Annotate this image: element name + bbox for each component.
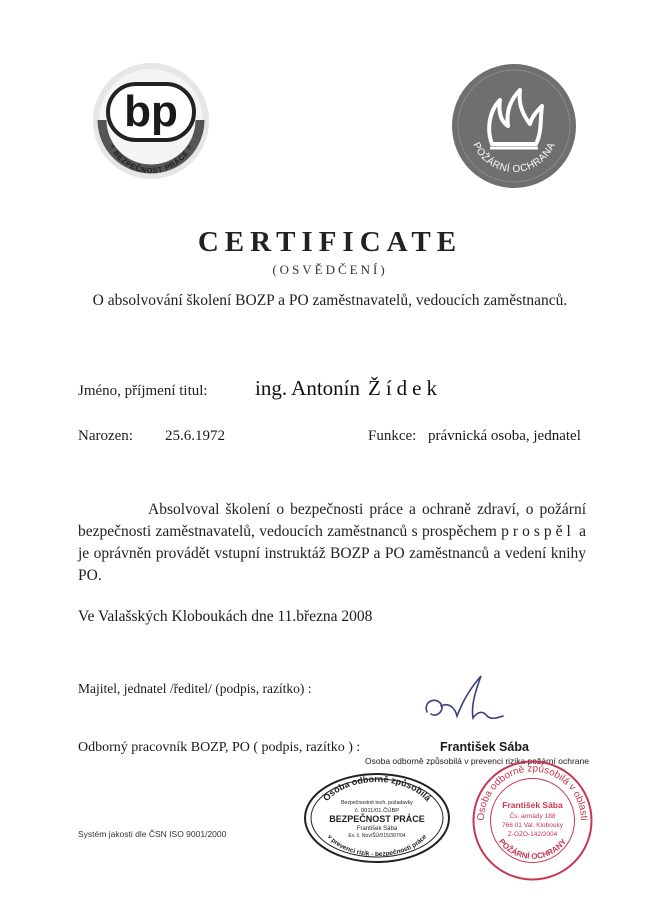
red-round-stamp xyxy=(470,758,595,883)
svg-text:v prevenci rizik - bezpečnosti: v prevenci rizik - bezpečnosti práce xyxy=(325,833,429,858)
svg-text:Z-OZO-142/2004: Z-OZO-142/2004 xyxy=(507,831,558,838)
born-value: 25.6.1972 xyxy=(165,428,225,444)
born-label: Narozen: xyxy=(78,428,133,444)
svg-text:BEZPEČNOST PRÁCE: BEZPEČNOST PRÁCE xyxy=(329,814,425,824)
name-value xyxy=(255,376,442,401)
place-date: Ve Valašských Kloboukách dne 11.března 2008 xyxy=(78,608,373,625)
svg-text:POŽÁRNÍ OCHRANA: POŽÁRNÍ OCHRANA xyxy=(470,140,558,176)
certificate-subtitle: (OSVĚDČENÍ) xyxy=(272,262,388,277)
body-text-1: Absolvoval školení o bezpečnosti práce a ochraně zdraví, o požární bezpečnosti zaměstnavatelů, vedoucích zaměstnanců s prospěchem xyxy=(78,501,586,540)
svg-text:Osoba odborně způsobilá: Osoba odborně způsobilá xyxy=(321,773,433,804)
svg-text:< BEZPEČNOST PRÁCE >: < BEZPEČNOST PRÁCE > xyxy=(107,142,195,176)
first-name-title: ing. Antonín xyxy=(255,376,361,400)
owner-signature-label: Majitel, jednatel /ředitel/ (podpis, razítko) : xyxy=(78,681,312,696)
svg-text:766 01 Val. Klobouky: 766 01 Val. Klobouky xyxy=(502,822,563,829)
iso-note: Systém jakosti dle ČSN ISO 9001/2000 xyxy=(78,829,227,839)
svg-text:POŽÁRNÍ OCHRANY: POŽÁRNÍ OCHRANY xyxy=(496,837,569,861)
signer-role: Osoba odborně způsobilá v prevenci rizika požární ochrane xyxy=(365,756,589,766)
certificate-purpose: O absolvování školení BOZP a PO zaměstnavatelů, vedoucích zaměstnanců. xyxy=(92,292,568,309)
name-label: Jméno, příjmení titul: xyxy=(78,383,208,399)
handwritten-signature xyxy=(415,672,525,734)
black-oval-stamp xyxy=(303,772,451,864)
body-text-2: a je oprávněn provádět vstupní instruktáž BOZP a PO zaměstnanců a vedení knihy PO. xyxy=(78,523,587,584)
fire-protection-logo xyxy=(450,62,578,190)
certificate-title: CERTIFICATE xyxy=(197,226,463,258)
svg-text:František Sába: František Sába xyxy=(356,826,398,832)
svg-text:Osoba odborně způsobilá v obla: Osoba odborně způsobilá v oblasti xyxy=(475,763,590,821)
expert-signature-label: Odborný pracovník BOZP, PO ( podpis, razítko ) : xyxy=(78,740,361,755)
svg-text:Ev. č. Nov/ŠÚ/015/397/04: Ev. č. Nov/ŠÚ/015/397/04 xyxy=(348,833,406,839)
function-label: Funkce: xyxy=(368,428,417,444)
surname: Žídek xyxy=(368,376,442,400)
svg-text:Bezpečnostně tech. požadavky: Bezpečnostně tech. požadavky xyxy=(341,800,413,806)
svg-text:Čs. armády 188: Čs. armády 188 xyxy=(509,813,556,820)
signer-name: František Sába xyxy=(440,740,529,754)
svg-text:bp: bp xyxy=(124,87,178,136)
bp-logo xyxy=(90,60,212,182)
certificate-body xyxy=(78,499,586,587)
function-value: právnická osoba, jednatel xyxy=(428,428,581,444)
result-value: prospěl xyxy=(501,523,575,540)
svg-text:František Sába: František Sába xyxy=(502,800,563,810)
svg-text:č. 0011/01.ČÚBP: č. 0011/01.ČÚBP xyxy=(354,808,400,814)
